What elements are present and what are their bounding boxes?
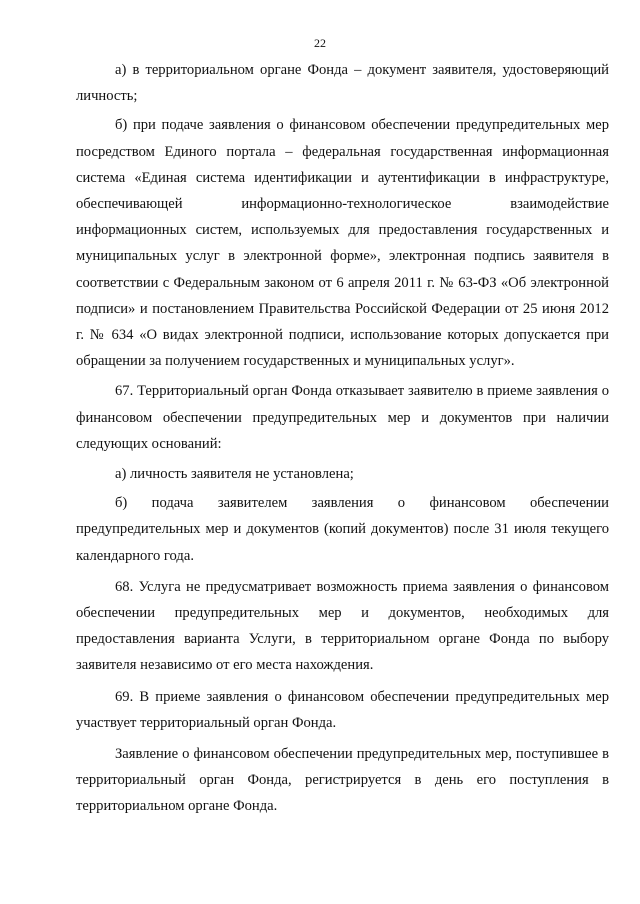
- paragraph-a-identity-not-established: а) личность заявителя не установлена;: [115, 466, 354, 483]
- document-body: [76, 57, 609, 820]
- paragraph-b-electronic-signature: б) при подаче заявления о финансовом обеспечении предупредительных мер посредством Единого портала – федеральная государственная информационная система «Единая система идентификации и аутентификации в инфраструктуре, обеспечивающей информационно-технологическое взаимодействие информационных систем, используемых для предоставления государственных и муниципальных услуг в электронной форме», электронная подпись заявителя в соответствии с Федеральным законом от 6 апреля 2011 г. № 63-ФЗ «Об электронной подписи» и постановлением Правительства Российской Федерации от 25 июня 2012 г. № 634 «О видах электронной подписи, использование которых допускается при обращении за получением государственных и муниципальных услуг».: [76, 117, 609, 370]
- paragraph-registration: Заявление о финансовом обеспечении предупредительных мер, поступившее в территориальный орган Фонда, регистрируется в день его поступления в территориальном органе Фонда.: [76, 746, 609, 815]
- page-number: 22: [314, 36, 326, 50]
- paragraph-b-late-submission: б) подача заявителем заявления о финансовом обеспечении предупредительных мер и документов (копий документов) после 31 июля текущего календарного года.: [76, 495, 609, 564]
- paragraph-a-identity-document: а) в территориальном органе Фонда – документ заявителя, удостоверяющий личность;: [76, 62, 609, 105]
- paragraph-68-no-extraterritorial: 68. Услуга не предусматривает возможность приема заявления о финансовом обеспечении предупредительных мер и документов, необходимых для предоставления варианта Услуги, в территориальном органе Фонда по выбору заявителя независимо от его места нахождения.: [76, 578, 609, 674]
- paragraph-69-participating-body: 69. В приеме заявления о финансовом обеспечении предупредительных мер участвует территориальный орган Фонда.: [76, 688, 609, 731]
- paragraph-67-refusal-grounds: 67. Территориальный орган Фонда отказывает заявителю в приеме заявления о финансовом обеспечении предупредительных мер и документов при наличии следующих оснований:: [76, 383, 609, 452]
